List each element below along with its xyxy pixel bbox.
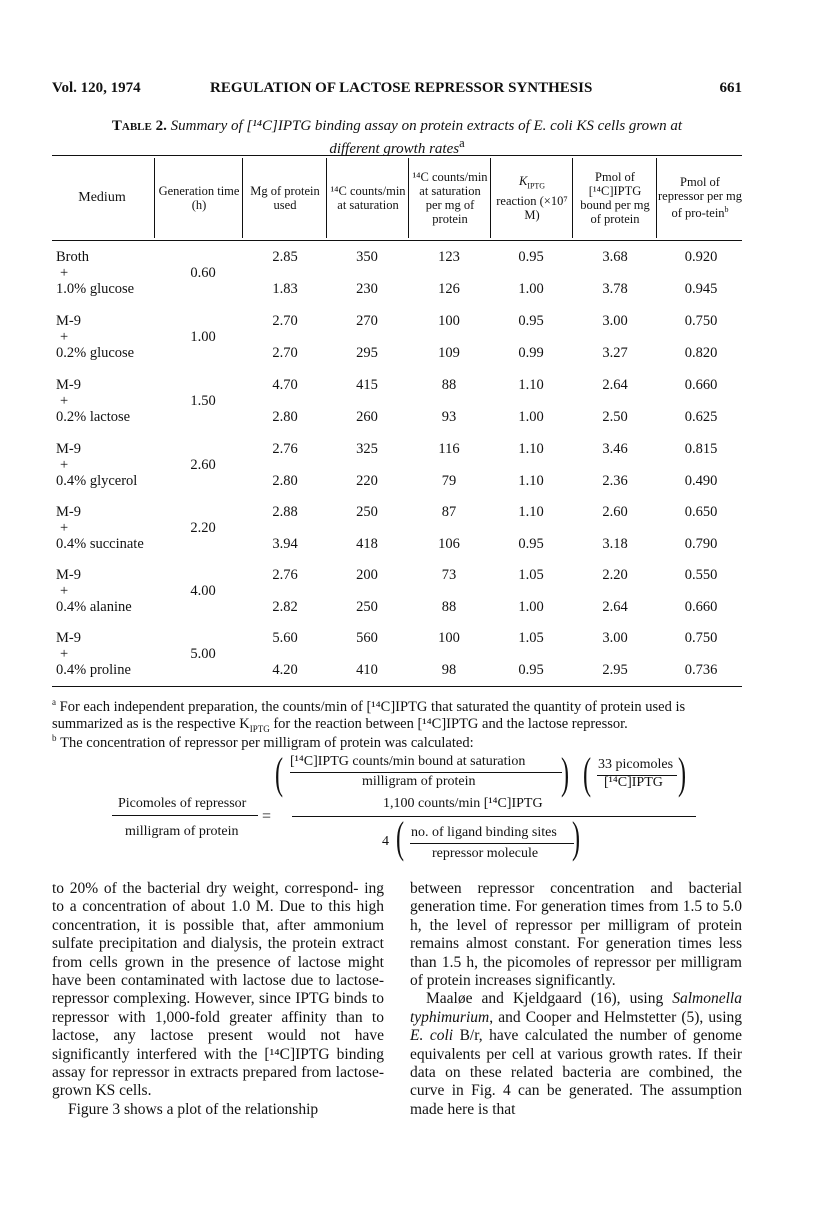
cell: 109: [438, 345, 460, 361]
generation-time: 4.00: [190, 583, 216, 599]
eq-four: 4: [382, 834, 389, 849]
cell: 3.18: [602, 536, 628, 552]
cell: 1.83: [272, 281, 298, 297]
col-header-mg-protein: Mg of protein used: [250, 184, 320, 212]
cell: 2.50: [602, 409, 628, 425]
eq-main-fraction-bar: [292, 816, 696, 817]
cell: 250: [356, 599, 378, 615]
cell: 250: [356, 504, 378, 520]
table-bottom-rule: [52, 686, 742, 687]
cell: 220: [356, 473, 378, 489]
cell: 295: [356, 345, 378, 361]
medium-plus: +: [60, 583, 69, 599]
cell: 3.68: [602, 249, 628, 265]
cell: 1.10: [518, 473, 544, 489]
cell: 0.790: [684, 536, 718, 552]
cell: 116: [438, 441, 460, 457]
cell: 3.46: [602, 441, 628, 457]
col-divider: [408, 158, 409, 238]
cell: 0.95: [518, 313, 544, 329]
cell: 4.70: [272, 377, 298, 393]
paragraph: Maaløe and Kjeldgaard (16), using Salmonella typhimurium, and Cooper and Helmstetter (5), using E. coli B/r, have calculated the number of genome equivalents per cell at various growth rates. If their data on these related bacteria are combined, the curve in Fig. 4 can be generated. The assumption made here is that: [410, 990, 742, 1118]
cell: 93: [441, 409, 457, 425]
medium-supplement: 0.2% glucose: [56, 345, 135, 361]
medium-base: M-9: [56, 313, 81, 329]
cell: 3.78: [602, 281, 628, 297]
cell: 0.550: [684, 567, 718, 583]
medium-supplement: 0.4% succinate: [56, 536, 144, 552]
cell: 0.736: [684, 662, 718, 678]
medium-base: M-9: [56, 567, 81, 583]
cell: 2.85: [272, 249, 298, 265]
cell: 2.70: [272, 345, 298, 361]
medium-supplement: 0.4% proline: [56, 662, 131, 678]
eq-lhs-denominator: milligram of protein: [125, 824, 239, 839]
cell: 2.76: [272, 441, 298, 457]
cell: 0.750: [684, 630, 718, 646]
cell: 2.64: [602, 377, 628, 393]
page-number: 661: [719, 80, 742, 96]
col-header-k-iptg: $K_{IPTG}$ reaction (×10⁷ M): [496, 174, 568, 222]
generation-time: 2.60: [190, 457, 216, 473]
col-divider: [154, 158, 155, 238]
generation-time: 2.20: [190, 520, 216, 536]
medium-plus: +: [60, 393, 69, 409]
cell: 100: [438, 630, 460, 646]
eq-f1-bar: [290, 772, 562, 773]
eq-equals-sign: =: [262, 808, 272, 825]
medium-supplement: 0.4% alanine: [56, 599, 132, 615]
cell: 1.05: [518, 567, 544, 583]
paragraph: Figure 3 shows a plot of the relationship: [68, 1100, 319, 1118]
cell: 2.80: [272, 409, 298, 425]
eq-f3-denominator: repressor molecule: [432, 846, 539, 861]
medium-base: M-9: [56, 377, 81, 393]
footnote-a: $^a$ For each independent preparation, the counts/min of [¹⁴C]IPTG that saturated the quantity of protein used is summarized as is the respective $K_{IPTG}$ for the reaction between [¹⁴C]IPTG and the lactose repressor.: [52, 697, 686, 734]
medium-base: Broth: [56, 249, 90, 265]
caption-footnote-mark: a: [459, 136, 465, 150]
cell: 2.20: [602, 567, 628, 583]
medium-supplement: 0.4% glycerol: [56, 473, 138, 489]
eq-paren-open: (: [396, 813, 405, 862]
footnote-b: $^b$ The concentration of repressor per milligram of protein was calculated:: [52, 733, 474, 751]
eq-f1-numerator: [¹⁴C]IPTG counts/min bound at saturation: [290, 754, 526, 769]
running-header: [52, 80, 742, 100]
cell: 0.750: [684, 313, 718, 329]
medium-plus: +: [60, 329, 69, 345]
col-header-counts-saturation: ¹⁴C counts/min at saturation: [330, 184, 406, 212]
cell: 2.70: [272, 313, 298, 329]
eq-paren-close: ): [572, 813, 581, 862]
col-header-medium: Medium: [78, 190, 126, 205]
cell: 2.60: [602, 504, 628, 520]
cell: 2.64: [602, 599, 628, 615]
cell: 0.625: [684, 409, 718, 425]
cell: 0.945: [684, 281, 718, 297]
cell: 418: [356, 536, 378, 552]
medium-plus: +: [60, 520, 69, 536]
medium-base: M-9: [56, 630, 81, 646]
cell: 0.650: [684, 504, 718, 520]
cell: 0.820: [684, 345, 718, 361]
table-caption: [52, 118, 742, 158]
eq-paren-open: (: [275, 749, 284, 798]
cell: 2.88: [272, 504, 298, 520]
body-column-left: [52, 880, 384, 1119]
cell: 4.20: [272, 662, 298, 678]
eq-lhs-numerator: Picomoles of repressor: [118, 796, 247, 811]
body-column-right: [410, 880, 742, 1119]
cell: 0.660: [684, 377, 718, 393]
col-header-pmol-bound: Pmol of [¹⁴C]IPTG bound per mg of protein: [580, 170, 650, 226]
cell: 2.36: [602, 473, 628, 489]
generation-time: 5.00: [190, 646, 216, 662]
cell: 560: [356, 630, 378, 646]
eq-f3-numerator: no. of ligand binding sites: [411, 825, 557, 840]
cell: 1.00: [518, 599, 544, 615]
cell: 5.60: [272, 630, 298, 646]
cell: 3.00: [602, 630, 628, 646]
cell: 1.00: [518, 281, 544, 297]
table-label: Table 2.: [111, 118, 167, 134]
table-header-rule: [52, 240, 742, 241]
cell: 88: [441, 599, 457, 615]
cell: 123: [438, 249, 460, 265]
cell: 415: [356, 377, 378, 393]
cell: 1.10: [518, 441, 544, 457]
cell: 73: [441, 567, 457, 583]
col-divider: [656, 158, 657, 238]
cell: 3.00: [602, 313, 628, 329]
generation-time: 1.00: [190, 329, 216, 345]
medium-supplement: 0.2% lactose: [56, 409, 131, 425]
medium-plus: +: [60, 457, 69, 473]
eq-paren-close: ): [561, 749, 570, 798]
cell: 1.10: [518, 504, 544, 520]
cell: 106: [438, 536, 460, 552]
col-header-generation-time: Generation time (h): [158, 184, 240, 212]
generation-time: 1.50: [190, 393, 216, 409]
medium-base: M-9: [56, 441, 81, 457]
cell: 2.82: [272, 599, 298, 615]
cell: 87: [441, 504, 457, 520]
eq-lhs-fraction-bar: [112, 815, 258, 816]
col-divider: [326, 158, 327, 238]
caption-line-1: Summary of [¹⁴C]IPTG binding assay on protein extracts of E. coli KS cells grown at: [170, 118, 683, 134]
cell: 270: [356, 313, 378, 329]
medium-supplement: 1.0% glucose: [56, 281, 135, 297]
cell: 98: [441, 662, 457, 678]
table-top-rule: [52, 155, 742, 156]
cell: 0.490: [684, 473, 718, 489]
cell: 325: [356, 441, 378, 457]
cell: 350: [356, 249, 378, 265]
cell: 1.10: [518, 377, 544, 393]
cell: 0.95: [518, 249, 544, 265]
cell: 2.80: [272, 473, 298, 489]
cell: 0.95: [518, 536, 544, 552]
paragraph: to 20% of the bacterial dry weight, correspond- ing to a concentration of about 1.0 M. Due to this high concentration, it is possible that, after ammonium sulfate precipitation and dialysis, the protein extract from cells grown in the presence of lactose might have been contaminated with lactose due to lactose-repressor complexing. However, since IPTG binds to repressor with 1,000-fold greater affinity than to lactose, any lactose present would not have significantly interfered with the [¹⁴C]IPTG binding assay for repressor in extracts prepared from lactose-grown KS cells.: [52, 880, 385, 1100]
medium-base: M-9: [56, 504, 81, 520]
cell: 0.99: [518, 345, 544, 361]
eq-f2-denominator: [¹⁴C]IPTG: [604, 775, 663, 790]
eq-middle-line: 1,100 counts/min [¹⁴C]IPTG: [383, 796, 543, 811]
cell: 0.95: [518, 662, 544, 678]
eq-f3-bar: [410, 843, 574, 844]
col-divider: [572, 158, 573, 238]
col-divider: [490, 158, 491, 238]
cell: 0.815: [684, 441, 718, 457]
cell: 1.00: [518, 409, 544, 425]
cell: 3.94: [272, 536, 298, 552]
col-header-pmol-repressor: Pmol of repressor per mg of pro-tein$^b$: [658, 175, 742, 221]
cell: 2.95: [602, 662, 628, 678]
cell: 200: [356, 567, 378, 583]
cell: 0.920: [684, 249, 718, 265]
cell: 126: [438, 281, 460, 297]
cell: 0.660: [684, 599, 718, 615]
cell: 1.05: [518, 630, 544, 646]
running-title: REGULATION OF LACTOSE REPRESSOR SYNTHESIS: [210, 80, 593, 96]
cell: 410: [356, 662, 378, 678]
medium-plus: +: [60, 646, 69, 662]
col-header-counts-per-mg: ¹⁴C counts/min at saturation per mg of protein: [412, 170, 488, 226]
medium-plus: +: [60, 265, 69, 281]
cell: 88: [441, 377, 457, 393]
cell: 100: [438, 313, 460, 329]
cell: 260: [356, 409, 378, 425]
cell: 230: [356, 281, 378, 297]
eq-paren-close: ): [678, 749, 687, 798]
cell: 3.27: [602, 345, 628, 361]
eq-paren-open: (: [583, 749, 592, 798]
paragraph: between repressor concentration and bacterial generation time. For generation times from 1.5 to 5.0 h, the level of repressor per milligram of protein remains almost constant. For generation times less than 1.5 h, the picomoles of repressor per milligram of protein increases significantly.: [410, 880, 742, 990]
eq-f2-numerator: 33 picomoles: [598, 757, 674, 772]
generation-time: 0.60: [190, 265, 216, 281]
eq-f1-denominator: milligram of protein: [362, 774, 476, 789]
cell: 79: [441, 473, 457, 489]
cell: 2.76: [272, 567, 298, 583]
col-divider: [242, 158, 243, 238]
journal-volume: Vol. 120, 1974: [52, 80, 141, 96]
caption-line-2: different growth rates: [329, 141, 460, 157]
